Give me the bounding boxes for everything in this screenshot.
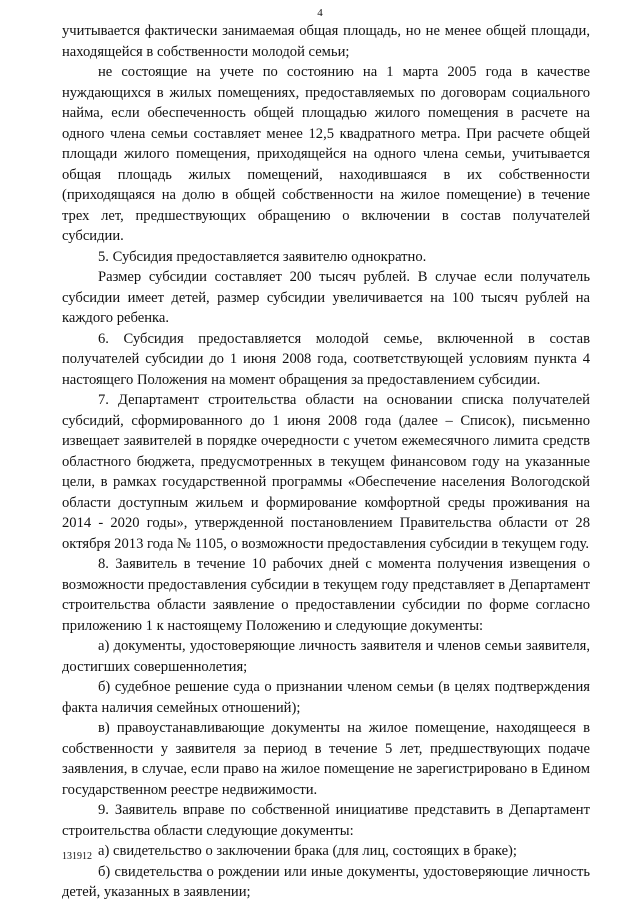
paragraph-item-8b: б) судебное решение суда о признании членом семьи (в целях подтверждения факта наличия семейных отношений); [62, 679, 590, 716]
paragraph-item-8a: а) документы, удостоверяющие личность заявителя и членов семьи заявителя, достигших совершеннолетия; [62, 638, 590, 675]
paragraph-item-9a: а) свидетельство о заключении брака (для лиц, состоящих в браке); [98, 843, 517, 859]
document-body [62, 21, 590, 903]
paragraph-item-9: 9. Заявитель вправе по собственной инициативе представить в Департамент строительства области следующие документы: [62, 802, 590, 839]
paragraph-item-7: 7. Департамент строительства области на основании списка получателей субсидий, сформированного до 1 июня 2008 года (далее – Список), письменно извещает заявителей в порядке очередности с учетом ежемесячного лимита средств областного бюджета, предусмотренных в текущем финансовом году на указанные цели, в рамках государственной программы «Обеспечение населения Вологодской области доступным жильем и формирование комфортной среды проживания на 2014 - 2020 годы», утвержденной постановлением Правительства области от 28 октября 2013 года № 1105, о возможности предоставления субсидии в текущем году. [62, 392, 590, 552]
paragraph-item-8c: в) правоустанавливающие документы на жилое помещение, находящееся в собственности у заявителя за период в течение 5 лет, предшествующих подаче заявления, в случае, если право на жилое помещение не зарегистрировано в Едином государственном реестре недвижимости. [62, 720, 590, 798]
paragraph-item-6: 6. Субсидия предоставляется молодой семье, включенной в состав получателей субсидии до 1 июня 2008 года, соответствующей условиям пункта 4 настоящего Положения на момент обращения за предоставлением субсидии. [62, 330, 590, 388]
paragraph-subsidy-amount: Размер субсидии составляет 200 тысяч рублей. В случае если получатель субсидии имеет детей, размер субсидии увеличивается на 100 тысяч рублей на каждого ребенка. [62, 269, 590, 326]
paragraph-item-9b: б) свидетельства о рождении или иные документы, удостоверяющие личность детей, указанных в заявлении; [62, 863, 590, 900]
paragraph-item-8: 8. Заявитель в течение 10 рабочих дней с момента получения извещения о возможности предоставления субсидии в текущем году представляет в Департамент строительства области заявление о предоставлении субсидии по форме согласно приложению 1 к настоящему Положению и следующие документы: [62, 556, 590, 634]
paragraph-not-registered: не состоящие на учете по состоянию на 1 марта 2005 года в качестве нуждающихся в жилых помещениях, предоставляемых по договорам социального найма, если обеспеченность общей площадью жилого помещения в расчете на одного члена семьи составляет менее 12,5 квадратного метра. При расчете общей площади жилого помещения, приходящейся на одного члена семьи, учитывается общая площадь жилых помещений, находившаяся в их собственности (приходящаяся на долю в общей собственности на жилое помещение) в течение трех лет, предшествующих обращению о включении в состав получателей субсидии. [62, 64, 590, 244]
paragraph-item-5: 5. Субсидия предоставляется заявителю однократно. [98, 248, 427, 265]
page-number: 4 [317, 7, 323, 19]
paragraph-continuation: учитывается фактически занимаемая общая площадь, но не менее общей площади, находящейся в собственности молодой семьи; [62, 23, 590, 60]
document-code: 131912 [62, 851, 92, 862]
